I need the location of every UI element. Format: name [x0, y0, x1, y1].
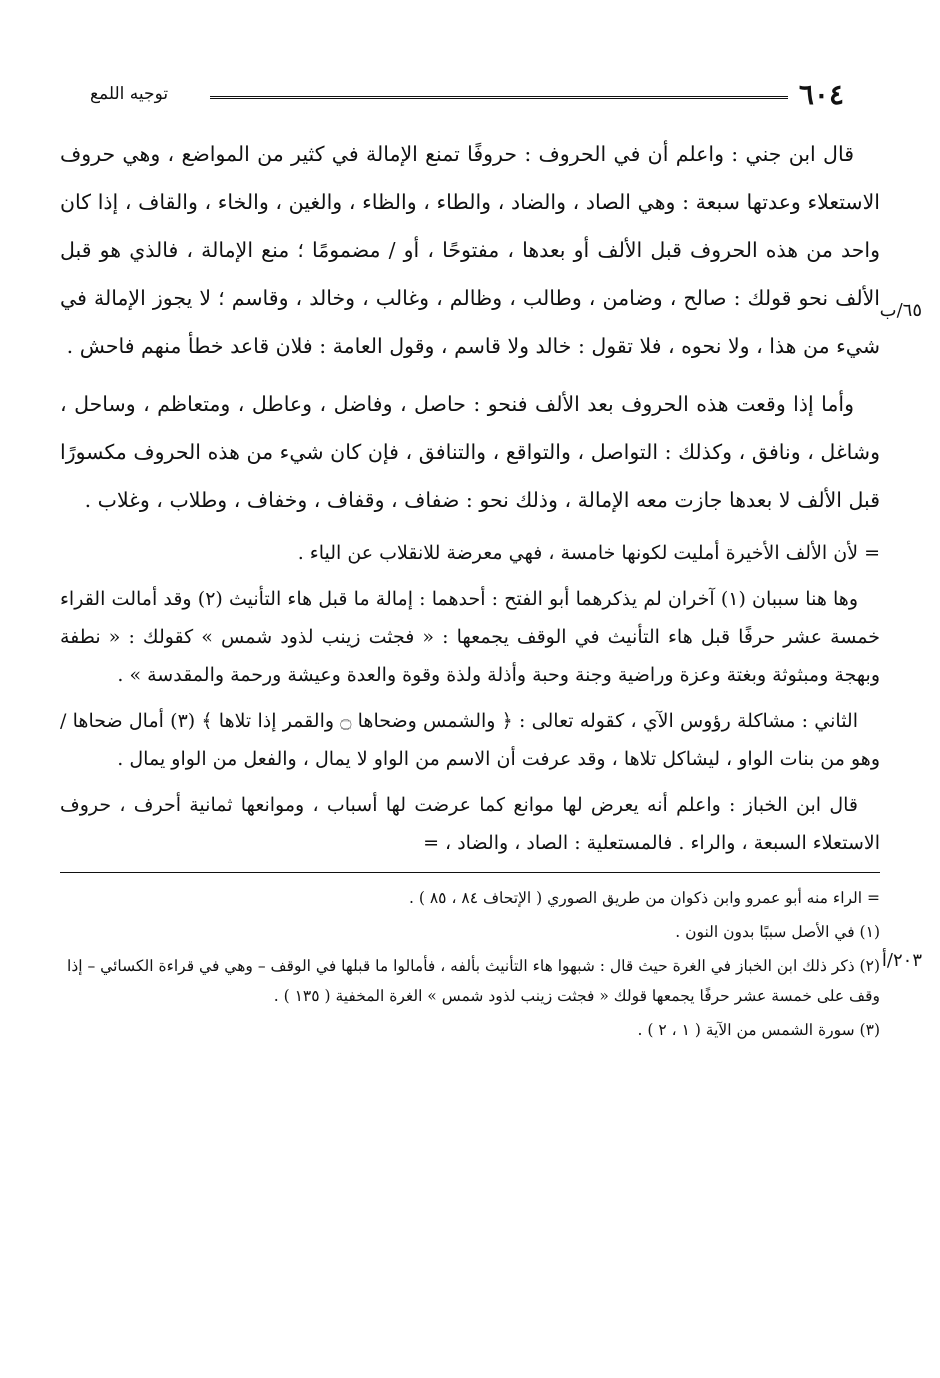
margin-ref-1: ٦٥/ب [879, 300, 922, 321]
commentary-paragraph-4: قال ابن الخباز : واعلم أنه يعرض لها موانع كما عرضت لها أسباب ، وموانعها ثمانية أحرف ، حروف الاستعلاء السبعة ، والراء . فالمستعلية : الصاد ، والضاد ، = [60, 794, 880, 854]
running-header [60, 78, 880, 116]
book-title: توجيه اللمع [90, 84, 169, 104]
commentary-paragraph-2: وها هنا سببان (١) آخران لم يذكرهما أبو الفتح : أحدهما : إمالة ما قبل هاء التأنيث (٢) وقد أمالت القراء خمسة عشر حرفًا قبل هاء التأنيث في الوقف يجمعها : « فجثت زينب لذود شمس » كقولك : « نطفة وبهجة ومبثوثة وبغتة وعزة وراضية وجنة وحبة وأذلة ولذة وقوة والعدة وعيشة ورحمة والمقدسة » . [60, 588, 880, 686]
commentary-paragraph-1: = لأن الألف الأخيرة أمليت لكونها خامسة ، فهي معرضة للانقلاب عن الياء . [297, 542, 880, 564]
footnote-separator [60, 872, 880, 873]
footnotes [60, 883, 880, 1045]
main-paragraph-1: قال ابن جني : واعلم أن في الحروف : حروفًا تمنع الإمالة في كثير من المواضع ، وهي حروف الاستعلاء وعدتها سبعة : وهي الصاد ، والضاد ، والطاء ، والظاء ، والغين ، والخاء ، والقاف ، إذا كان واحد من هذه الحروف قبل الألف أو بعدها ، مفتوحًا ، أو / مضمومًا ؛ منع الإمالة ، فالذي هو قبل الألف نحو قولك : صالح ، وضامن ، وطالب ، وظالم ، وغالب ، وخالد ، وقاسم ؛ لا يجوز الإمالة في شيء من هذا ، ولا نحوه ، فلا تقول : خالد ولا قاسم ، وقول العامة : فلان قاعد خطأ منهم فاحش . [60, 142, 880, 358]
footnote-2: (٢) ذكر ذلك ابن الخباز في الغرة حيث قال : شبهوا هاء التأنيث بألفه ، فأمالوا ما قبلها في الوقف – وهي في قراءة الكسائي – إذا وقف على خمسة عشر حرفًا يجمعها قولك « فجثت زينب لذود شمس » الغرة المخفية ( ١٣٥ ) . [67, 957, 880, 1005]
footnote-3: (٣) سورة الشمس من الآية ( ١ ، ٢ ) . [637, 1021, 880, 1039]
commentary [60, 534, 880, 862]
footnote-continued: = الراء منه أبو عمرو وابن ذكوان من طريق الصوري ( الإتحاف ٨٤ ، ٨٥ ) . [409, 889, 880, 907]
main-text [60, 130, 880, 524]
page-number: ٦٠٤ [798, 78, 844, 111]
main-paragraph-2: وأما إذا وقعت هذه الحروف بعد الألف فنحو : حاصل ، وفاضل ، وعاطل ، ومتعاظم ، وساحل ، وشاغل ، ونافق ، وكذلك : التواصل ، والتواقع ، والتنافق ، فإن كان شيء من هذه الحروف مكسورًا قبل الألف لا بعدها جازت معه الإمالة ، وذلك نحو : ضفاف ، وقفاف ، وخفاف ، وطلاب ، وغلاب . [60, 392, 880, 512]
footnote-1: (١) في الأصل سببًا بدون النون . [675, 923, 880, 941]
commentary-paragraph-3: الثاني : مشاكلة رؤوس الآي ، كقوله تعالى : ﴿ والشمس وضحاها ۝ والقمر إذا تلاها ﴾ (٣) أمال ضحاها / وهو من بنات الواو ، ليشاكل تلاها ، وقد عرفت أن الاسم من الواو لا يمال ، والفعل من الواو يمال . [60, 710, 880, 770]
margin-ref-2: ٢٠٣/أ [881, 950, 922, 971]
header-rule [210, 96, 788, 102]
